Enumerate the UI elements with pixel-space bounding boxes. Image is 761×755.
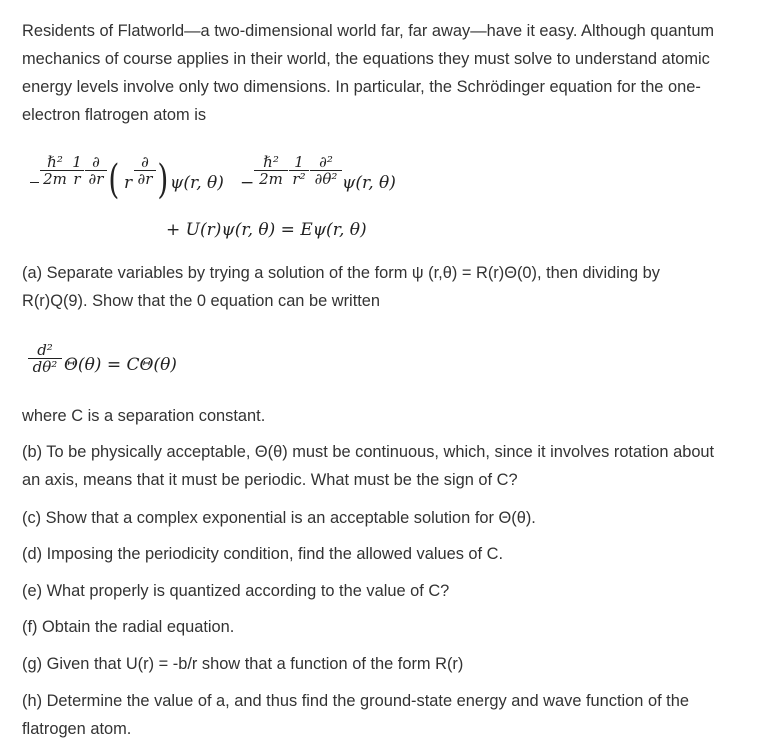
inner-partial-r-fraction: ∂ ∂r xyxy=(134,154,156,187)
hbar-squared-over-2m-fraction-2: ℏ² 2m xyxy=(254,154,288,187)
r-factor: r xyxy=(124,173,133,193)
partial-r-fraction: ∂ ∂r xyxy=(85,154,107,187)
part-b-line-1: (b) To be physically acceptable, Θ(θ) must be continuous, which, since it involves rotation about xyxy=(22,443,715,461)
part-h-line-2: flatrogen atom. xyxy=(22,720,132,738)
separation-constant-note: where C is a separation constant. xyxy=(22,407,266,425)
theta-equation-rhs: Θ(θ) = CΘ(θ) xyxy=(64,355,177,375)
psi-term-1: ψ(r, θ) xyxy=(170,173,224,193)
part-h-line-1: (h) Determine the value of a, and thus find the ground-state energy and wave function of the xyxy=(22,692,689,710)
part-c: (c) Show that a complex exponential is an acceptable solution for Θ(θ). xyxy=(22,509,536,527)
right-paren: ) xyxy=(157,157,169,203)
part-b-line-2: an axis, means that it must be periodic. What must be the sign of C? xyxy=(22,471,518,489)
left-paren: ( xyxy=(108,157,120,203)
part-a-line-1: (a) Separate variables by trying a solution of the form ψ (r,θ) = R(r)Θ(0), then dividing by xyxy=(22,264,660,282)
intro-line-4: electron flatrogen atom is xyxy=(22,106,207,124)
hbar-squared-over-2m-fraction: ℏ² 2m xyxy=(40,154,70,187)
equation-line-2: + U(r)ψ(r, θ) = Eψ(r, θ) xyxy=(166,220,367,240)
part-a-line-2: R(r)Q(9). Show that the 0 equation can be written xyxy=(22,292,381,310)
part-g: (g) Given that U(r) = -b/r show that a function of the form R(r) xyxy=(22,655,464,673)
part-d: (d) Imposing the periodicity condition, find the allowed values of C. xyxy=(22,545,504,563)
part-f: (f) Obtain the radial equation. xyxy=(22,618,235,636)
d2-dtheta2-fraction: $\frac{\text{d²}}{\text{dθ²}}$ xyxy=(28,342,62,375)
minus-sign: − xyxy=(240,173,255,193)
psi-term-2: ψ(r, θ) xyxy=(342,173,396,193)
intro-line-3: energy levels involve only two dimensions. In particular, the Schrödinger equation for the one- xyxy=(22,78,701,96)
one-over-r-squared-fraction: $\frac{1}{\text{r²}}$ xyxy=(289,154,309,187)
intro-line-2: mechanics of course applies in their world, the equations they must solve to understand atomic xyxy=(22,50,710,68)
partial-theta-squared-fraction: ∂² ∂θ² xyxy=(310,154,342,187)
intro-line-1: Residents of Flatworld—a two-dimensional world far, far away—have it easy. Although quantum xyxy=(22,22,715,40)
part-e: (e) What properly is quantized according to the value of C? xyxy=(22,582,450,600)
one-over-r-fraction: $\frac{1}{r}$ xyxy=(70,154,84,187)
